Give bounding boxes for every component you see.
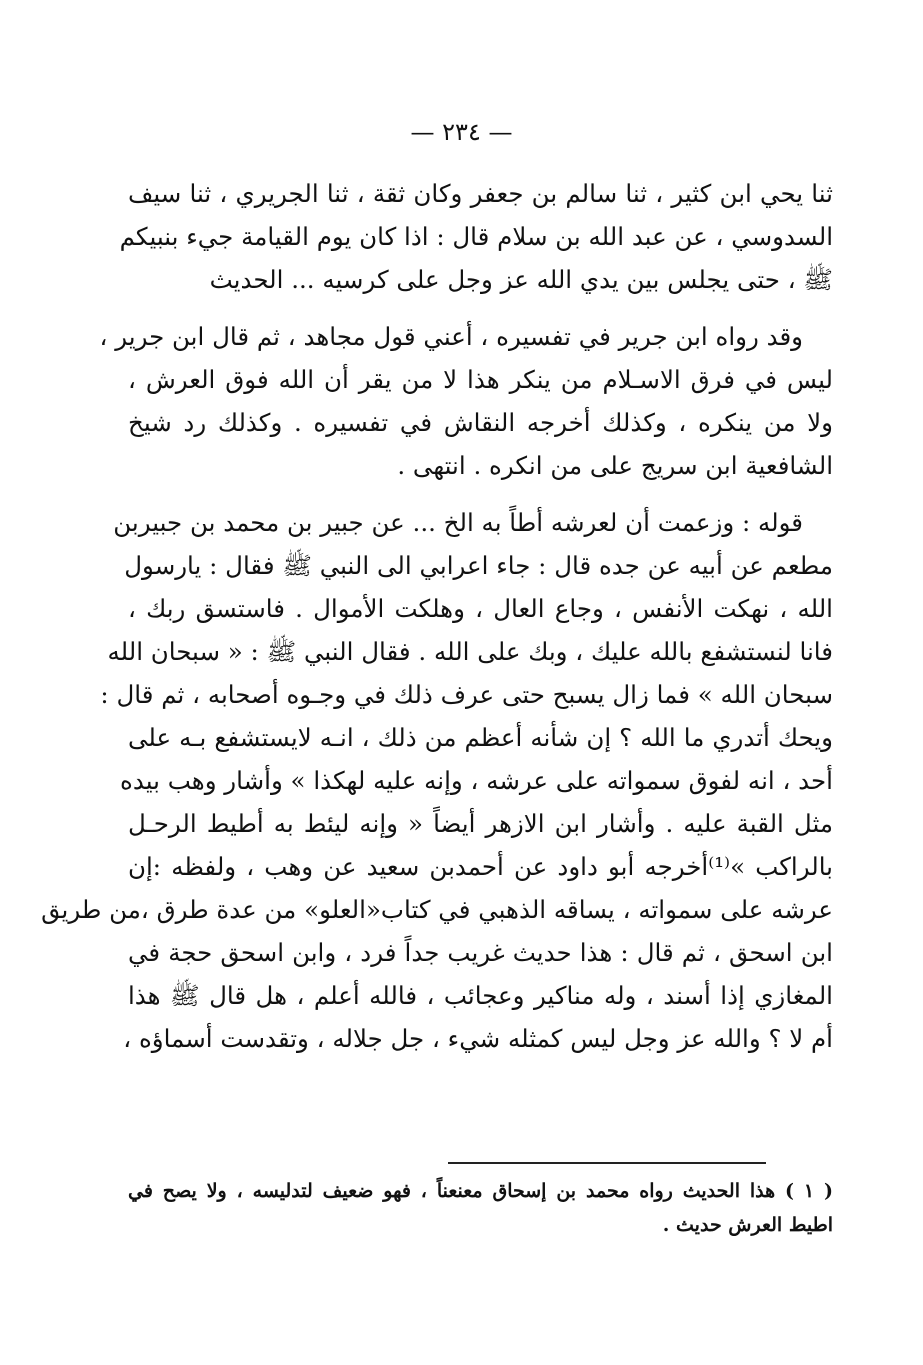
text-line: ويحك أتدري ما الله ؟ إن شأنه أعظم من ذلك ، انـه لايستشفع بـه على: [128, 723, 833, 752]
footnote-line: اطيط العرش حديث .: [662, 1214, 833, 1236]
footnote-line: ( ١ ) هذا الحديث رواه محمد بن إسحاق معنعناً ، فهو ضعيف لتدليسه ، ولا يصح في: [128, 1180, 833, 1202]
text-line: وقد رواه ابن جرير في تفسيره ، أعني قول مجاهد ، ثم قال ابن جرير ،: [99, 322, 803, 351]
text-line: السدوسي ، عن عبد الله بن سلام قال : اذا كان يوم القيامة جيء بنبيكم: [119, 222, 833, 251]
page-number: — ٢٣٤ —: [410, 118, 513, 146]
text-line: المغازي إذا أسند ، وله مناكير وعجائب ، فالله أعلم ، هل قال ﷺ هذا: [128, 981, 833, 1010]
text-line: أحد ، انه لفوق سمواته على عرشه ، وإنه عليه لهكذا » وأشار وهب بيده: [120, 766, 833, 795]
main-text: [41, 172, 833, 1060]
text-line: أم لا ؟ والله عز وجل ليس كمثله شيء ، جل جلاله ، وتقدست أسماؤه ،: [123, 1024, 833, 1053]
footnote: [128, 1174, 833, 1242]
text-line: عرشه على سمواته ، يساقه الذهبي في كتاب«العلو» من عدة طرق ،من طريق: [41, 895, 833, 924]
text-line: ﷺ ، حتى يجلس بين يدي الله عز وجل على كرسيه ... الحديث: [209, 265, 833, 294]
paragraph-1: [119, 172, 833, 301]
text-line: ليس في فرق الاسـلام من ينكر هذا لا من يقر أن الله فوق العرش ،: [128, 365, 833, 394]
text-line: فانا لنستشفع بالله عليك ، وبك على الله . فقال النبي ﷺ : « سبحان الله: [107, 637, 833, 666]
text-line: ثنا يحي ابن كثير ، ثنا سالم بن جعفر وكان ثقة ، ثنا الجريري ، ثنا سيف: [128, 179, 833, 208]
footnote-divider: [448, 1162, 766, 1164]
text-line: قوله : وزعمت أن لعرشه أطاً به الخ ... عن جبير بن محمد بن جبيربن: [113, 508, 803, 537]
text-line: بالراكب »⁽¹⁾أخرجه أبو داود عن أحمدبن سعيد عن وهب ، ولفظه :إن: [128, 852, 833, 881]
text-line: سبحان الله » فما زال يسبح حتى عرف ذلك في وجـوه أصحابه ، ثم قال :: [100, 680, 833, 709]
text-line: مثل القبة عليه . وأشار ابن الازهر أيضاً « وإنه ليئط به أطيط الرحـل: [128, 809, 833, 838]
text-line: ابن اسحق ، ثم قال : هذا حديث غريب جداً فرد ، وابن اسحق حجة في: [128, 938, 833, 967]
text-line: ولا من ينكره ، وكذلك أخرجه النقاش في تفسيره . وكذلك رد شيخ: [128, 408, 833, 437]
paragraph-2: [99, 315, 833, 487]
paragraph-3: [41, 501, 833, 1060]
text-line: الشافعية ابن سريج على من انكره . انتهى .: [397, 451, 833, 480]
text-line: الله ، نهكت الأنفس ، وجاع العال ، وهلكت الأموال . فاستسق ربك ،: [128, 594, 833, 623]
text-line: مطعم عن أبيه عن جده قال : جاء اعرابي الى النبي ﷺ فقال : يارسول: [124, 551, 833, 580]
